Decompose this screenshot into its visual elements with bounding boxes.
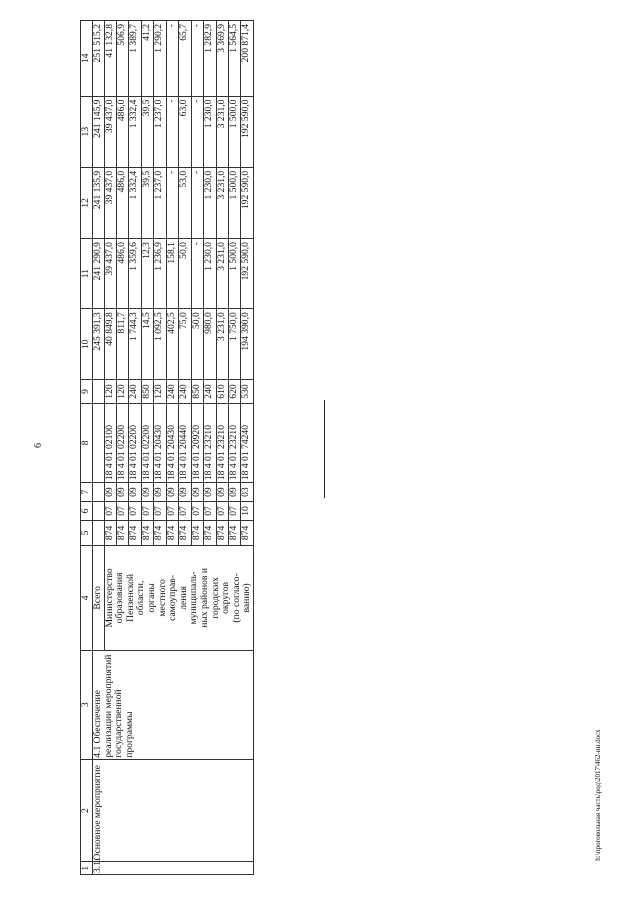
value-cell: 1 092,5 bbox=[154, 309, 166, 380]
header-cell: 3 bbox=[81, 650, 93, 759]
table-header-row bbox=[81, 21, 93, 875]
value-cell: 1 290,2 bbox=[154, 21, 166, 97]
value-cell: 3 231,0 bbox=[216, 309, 228, 380]
gov-code-cell: 874 bbox=[191, 520, 203, 545]
gov-code-cell: 874 bbox=[216, 520, 228, 545]
target-article-cell: 18 4 01 23210 bbox=[216, 403, 228, 483]
value-cell: - bbox=[166, 96, 178, 167]
target-article-cell: 18 4 01 23210 bbox=[228, 403, 240, 483]
value-cell: 12,3 bbox=[141, 239, 153, 309]
empty-cell bbox=[93, 520, 105, 545]
value-cell: 50,0 bbox=[179, 239, 191, 309]
value-cell: 402,5 bbox=[166, 309, 178, 380]
value-cell: 811,7 bbox=[117, 309, 129, 380]
section-cell: 07 bbox=[228, 502, 240, 521]
value-cell: 158,1 bbox=[166, 239, 178, 309]
subsection-cell: 09 bbox=[141, 483, 153, 502]
subsection-cell: 03 bbox=[241, 483, 254, 502]
executor-line: городских bbox=[209, 577, 221, 619]
expense-type-cell: 120 bbox=[117, 380, 129, 403]
header-cell: 8 bbox=[81, 403, 93, 483]
total-value-cell: 241 290,9 bbox=[93, 239, 105, 309]
value-cell: 53,0 bbox=[179, 167, 191, 238]
value-cell: - bbox=[191, 96, 203, 167]
value-cell: 39 437,0 bbox=[104, 239, 116, 309]
event-type-cell: Основное мероприятие bbox=[93, 759, 254, 862]
executor-line: образования bbox=[114, 572, 126, 624]
section-cell: 07 bbox=[104, 502, 116, 521]
gov-code-cell: 874 bbox=[179, 520, 191, 545]
event-name-cell: 4.1 Обеспечение реализации мероприятий государственной программы bbox=[93, 650, 254, 759]
value-cell: 41,2 bbox=[141, 21, 153, 97]
target-article-cell: 18 4 01 23210 bbox=[204, 403, 216, 483]
gov-code-cell: 874 bbox=[141, 520, 153, 545]
expense-type-cell: 240 bbox=[166, 380, 178, 403]
executor-line: ления bbox=[177, 586, 189, 610]
empty-cell bbox=[93, 380, 105, 403]
section-cell: 07 bbox=[216, 502, 228, 521]
value-cell: 1 500,0 bbox=[228, 96, 240, 167]
value-cell: 63,0 bbox=[179, 96, 191, 167]
value-cell: - bbox=[166, 21, 178, 97]
value-cell: 1 282,9 bbox=[204, 21, 216, 97]
gov-code-cell: 874 bbox=[129, 520, 141, 545]
header-cell: 11 bbox=[81, 239, 93, 309]
section-cell: 07 bbox=[141, 502, 153, 521]
header-cell: 5 bbox=[81, 520, 93, 545]
value-cell: - bbox=[166, 167, 178, 238]
section-cell: 07 bbox=[117, 502, 129, 521]
footer-file-path: h:\проговольная часть\род\2017\462-ин.docx bbox=[594, 729, 602, 861]
budget-table bbox=[80, 20, 254, 875]
value-cell: 41 132,8 bbox=[104, 21, 116, 97]
subsection-cell: 09 bbox=[228, 483, 240, 502]
value-cell: 192 590,0 bbox=[241, 239, 254, 309]
value-cell: 486,0 bbox=[117, 167, 129, 238]
total-value-cell: 251 515,2 bbox=[93, 21, 105, 97]
value-cell: - bbox=[191, 167, 203, 238]
value-cell: - bbox=[191, 239, 203, 309]
total-value-cell: 241 135,9 bbox=[93, 167, 105, 238]
gov-code-cell: 874 bbox=[204, 520, 216, 545]
expense-type-cell: 120 bbox=[154, 380, 166, 403]
subsection-cell: 09 bbox=[191, 483, 203, 502]
gov-code-cell: 874 bbox=[241, 520, 254, 545]
value-cell: 1 744,3 bbox=[129, 309, 141, 380]
gov-code-cell: 874 bbox=[228, 520, 240, 545]
value-cell: 1 359,6 bbox=[129, 239, 141, 309]
expense-type-cell: 850 bbox=[141, 380, 153, 403]
value-cell: 3 231,0 bbox=[216, 167, 228, 238]
target-article-cell: 18 4 01 20430 bbox=[166, 403, 178, 483]
expense-type-cell: 240 bbox=[129, 380, 141, 403]
total-label-cell: Всего bbox=[93, 546, 105, 651]
target-article-cell: 18 4 01 02200 bbox=[129, 403, 141, 483]
executor-line: самоуправ- bbox=[167, 574, 179, 621]
value-cell: 65,7 bbox=[179, 21, 191, 97]
value-cell: 486,0 bbox=[117, 96, 129, 167]
value-cell: 1 389,7 bbox=[129, 21, 141, 97]
header-cell: 4 bbox=[81, 546, 93, 651]
executor-line: органы bbox=[145, 583, 157, 613]
target-article-cell: 18 4 01 02200 bbox=[117, 403, 129, 483]
executor-line: (по согласо- bbox=[230, 573, 242, 623]
subsection-cell: 09 bbox=[117, 483, 129, 502]
header-cell: 2 bbox=[81, 759, 93, 862]
value-cell: 1 500,0 bbox=[228, 239, 240, 309]
header-cell: 7 bbox=[81, 483, 93, 502]
header-cell: 14 bbox=[81, 21, 93, 97]
value-cell: 39,5 bbox=[141, 167, 153, 238]
subsection-cell: 09 bbox=[129, 483, 141, 502]
header-cell: 1 bbox=[81, 862, 93, 875]
value-cell: 75,0 bbox=[179, 309, 191, 380]
executor-line: муниципаль- bbox=[188, 571, 200, 625]
section-cell: 07 bbox=[129, 502, 141, 521]
header-cell: 10 bbox=[81, 309, 93, 380]
value-cell: 506,9 bbox=[117, 21, 129, 97]
section-cell: 07 bbox=[204, 502, 216, 521]
target-article-cell: 18 4 01 02100 bbox=[104, 403, 116, 483]
value-cell: 1 332,4 bbox=[129, 167, 141, 238]
header-cell: 6 bbox=[81, 502, 93, 521]
expense-type-cell: 610 bbox=[216, 380, 228, 403]
subsection-cell: 09 bbox=[154, 483, 166, 502]
section-cell: 07 bbox=[166, 502, 178, 521]
expense-type-cell: 530 bbox=[241, 380, 254, 403]
total-value-cell: 245 391,3 bbox=[93, 309, 105, 380]
separator-line bbox=[324, 400, 325, 498]
value-cell: 980,0 bbox=[204, 309, 216, 380]
subsection-cell: 09 bbox=[216, 483, 228, 502]
expense-type-cell: 240 bbox=[204, 380, 216, 403]
gov-code-cell: 874 bbox=[154, 520, 166, 545]
responsible-executor-cell bbox=[104, 546, 253, 651]
value-cell: 1 750,0 bbox=[228, 309, 240, 380]
value-cell: 3 231,0 bbox=[216, 239, 228, 309]
section-cell: 07 bbox=[179, 502, 191, 521]
section-cell: 10 bbox=[241, 502, 254, 521]
total-value-cell: 241 145,9 bbox=[93, 96, 105, 167]
executor-line: ванию) bbox=[241, 583, 253, 613]
executor-line: Министерство bbox=[103, 568, 115, 628]
empty-cell bbox=[93, 403, 105, 483]
value-cell: 3 231,0 bbox=[216, 96, 228, 167]
gov-code-cell: 874 bbox=[166, 520, 178, 545]
value-cell: 1 564,5 bbox=[228, 21, 240, 97]
value-cell: 50,0 bbox=[191, 309, 203, 380]
value-cell: 1 237,0 bbox=[154, 96, 166, 167]
target-article-cell: 18 4 01 20430 bbox=[154, 403, 166, 483]
value-cell: 1 237,0 bbox=[154, 167, 166, 238]
expense-type-cell: 240 bbox=[179, 380, 191, 403]
value-cell: 3 369,9 bbox=[216, 21, 228, 97]
target-article-cell: 18 4 01 02200 bbox=[141, 403, 153, 483]
value-cell: 39 437,0 bbox=[104, 167, 116, 238]
value-cell: 1 332,4 bbox=[129, 96, 141, 167]
value-cell: 1 230,0 bbox=[204, 167, 216, 238]
header-cell: 13 bbox=[81, 96, 93, 167]
empty-cell bbox=[93, 483, 105, 502]
section-cell: 07 bbox=[191, 502, 203, 521]
value-cell: 14,5 bbox=[141, 309, 153, 380]
budget-table-container bbox=[80, 20, 282, 875]
header-cell: 9 bbox=[81, 380, 93, 403]
executor-line: округов bbox=[220, 581, 232, 614]
subsection-cell: 09 bbox=[204, 483, 216, 502]
header-cell: 12 bbox=[81, 167, 93, 238]
expense-type-cell: 850 bbox=[191, 380, 203, 403]
gov-code-cell: 874 bbox=[104, 520, 116, 545]
subsection-cell: 09 bbox=[179, 483, 191, 502]
gov-code-cell: 874 bbox=[117, 520, 129, 545]
target-article-cell: 18 4 01 20920 bbox=[191, 403, 203, 483]
value-cell: 192 590,0 bbox=[241, 167, 254, 238]
expense-type-cell: 620 bbox=[228, 380, 240, 403]
executor-line: Пензенской bbox=[124, 573, 136, 622]
value-cell: 1 500,0 bbox=[228, 167, 240, 238]
executor-line: местного bbox=[156, 579, 168, 617]
value-cell: 192 590,0 bbox=[241, 96, 254, 167]
value-cell: 39,5 bbox=[141, 96, 153, 167]
value-cell: 194 390,0 bbox=[241, 309, 254, 380]
value-cell: 1 230,0 bbox=[204, 239, 216, 309]
value-cell: 486,0 bbox=[117, 239, 129, 309]
table-row-total bbox=[93, 21, 105, 875]
section-cell: 07 bbox=[154, 502, 166, 521]
executor-line: ных районов и bbox=[198, 568, 210, 628]
subsection-cell: 09 bbox=[104, 483, 116, 502]
subsection-cell: 09 bbox=[166, 483, 178, 502]
expense-type-cell: 120 bbox=[104, 380, 116, 403]
executor-line: области, bbox=[135, 580, 147, 616]
value-cell: 1 236,9 bbox=[154, 239, 166, 309]
value-cell: - bbox=[191, 21, 203, 97]
value-cell: 1 230,0 bbox=[204, 96, 216, 167]
target-article-cell: 18 4 01 74240 bbox=[241, 403, 254, 483]
value-cell: 40 849,8 bbox=[104, 309, 116, 380]
value-cell: 200 871,4 bbox=[241, 21, 254, 97]
value-cell: 39 437,0 bbox=[104, 96, 116, 167]
row-id-cell: 3.1. bbox=[93, 862, 254, 875]
page-number: 6 bbox=[33, 443, 44, 448]
target-article-cell: 18 4 01 20440 bbox=[179, 403, 191, 483]
empty-cell bbox=[93, 502, 105, 521]
